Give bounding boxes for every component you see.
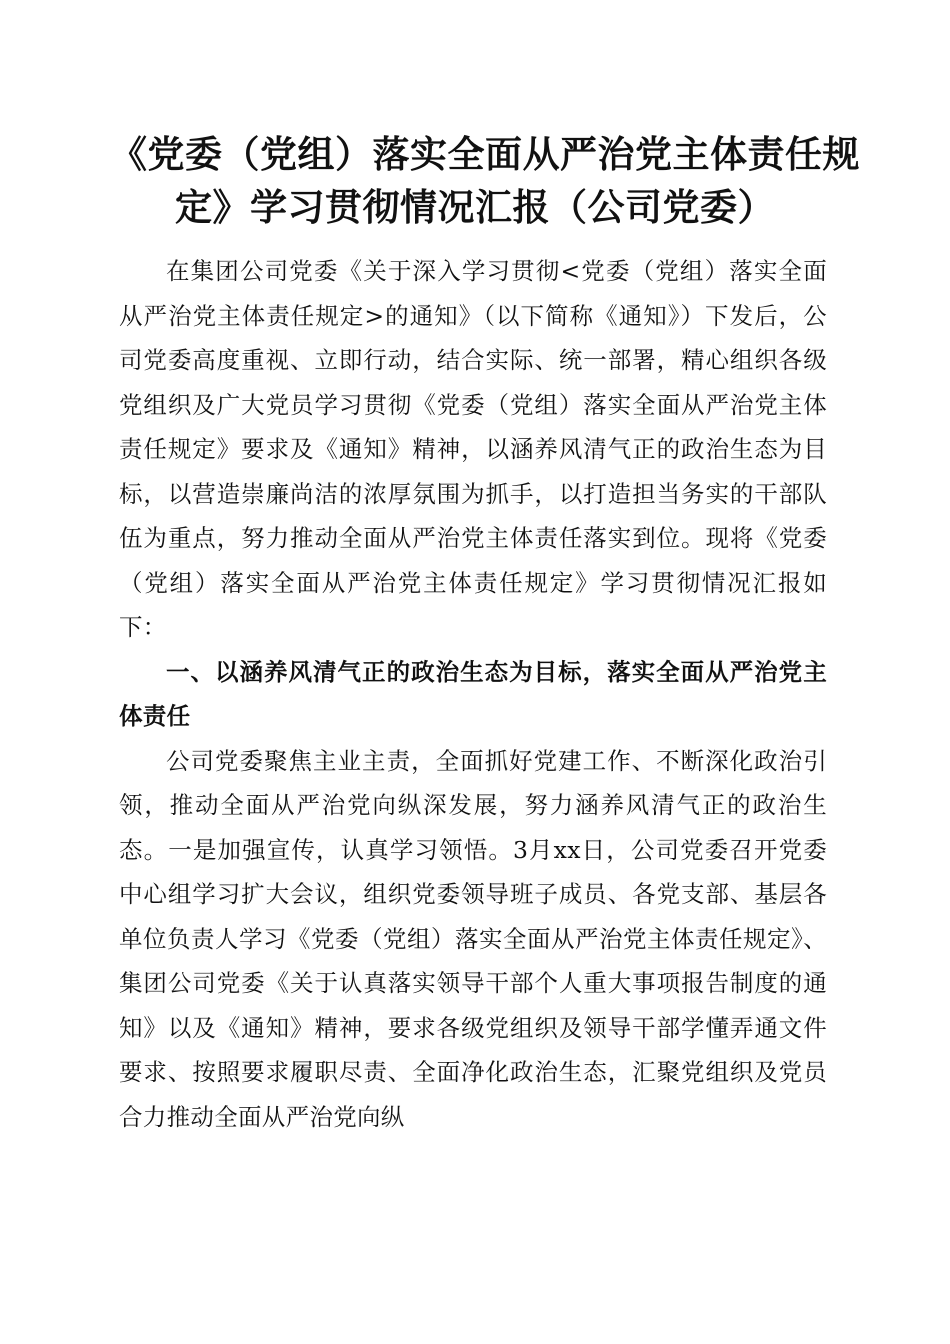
document-title [110, 128, 860, 234]
section-1-heading: 一、以涵养风清气正的政治生态为目标，落实全面从严治党主体责任 [119, 657, 827, 730]
section-1-paragraph: 公司党委聚焦主业主责，全面抓好党建工作、不断深化政治引领，推动全面从严治党向纵深发展，努力涵养风清气正的政治生态。一是加强宣传，认真学习领悟。3月xx日，公司党委召开党委中心组学习扩大会议，组织党委领导班子成员、各党支部、基层各单位负责人学习《党委（党组）落实全面从严治党主体责任规定》、集团公司党委《关于认真落实领导干部个人重大事项报告制度的通知》以及《通知》精神，要求各级党组织及领导干部学懂弄通文件要求、按照要求履职尽责、全面净化政治生态，汇聚党组织及党员合力推动全面从严治党向纵 [119, 746, 827, 1131]
title-line-2: 定》学习贯彻情况汇报（公司党委） [175, 185, 775, 229]
document-body [119, 249, 827, 1139]
intro-paragraph: 在集团公司党委《关于深入学习贯彻<党委（党组）落实全面从严治党主体责任规定>的通知》（以下简称《通知》）下发后，公司党委高度重视、立即行动，结合实际、统一部署，精心组织各级党组织及广大党员学习贯彻《党委（党组）落实全面从严治党主体责任规定》要求及《通知》精神，以涵养风清气正的政治生态为目标，以营造崇廉尚洁的浓厚氛围为抓手，以打造担当务实的干部队伍为重点，努力推动全面从严治党主体责任落实到位。现将《党委（党组）落实全面从严治党主体责任规定》学习贯彻情况汇报如下： [119, 257, 827, 641]
title-line-1: 《党委（党组）落实全面从严治党主体责任规 [110, 132, 860, 176]
